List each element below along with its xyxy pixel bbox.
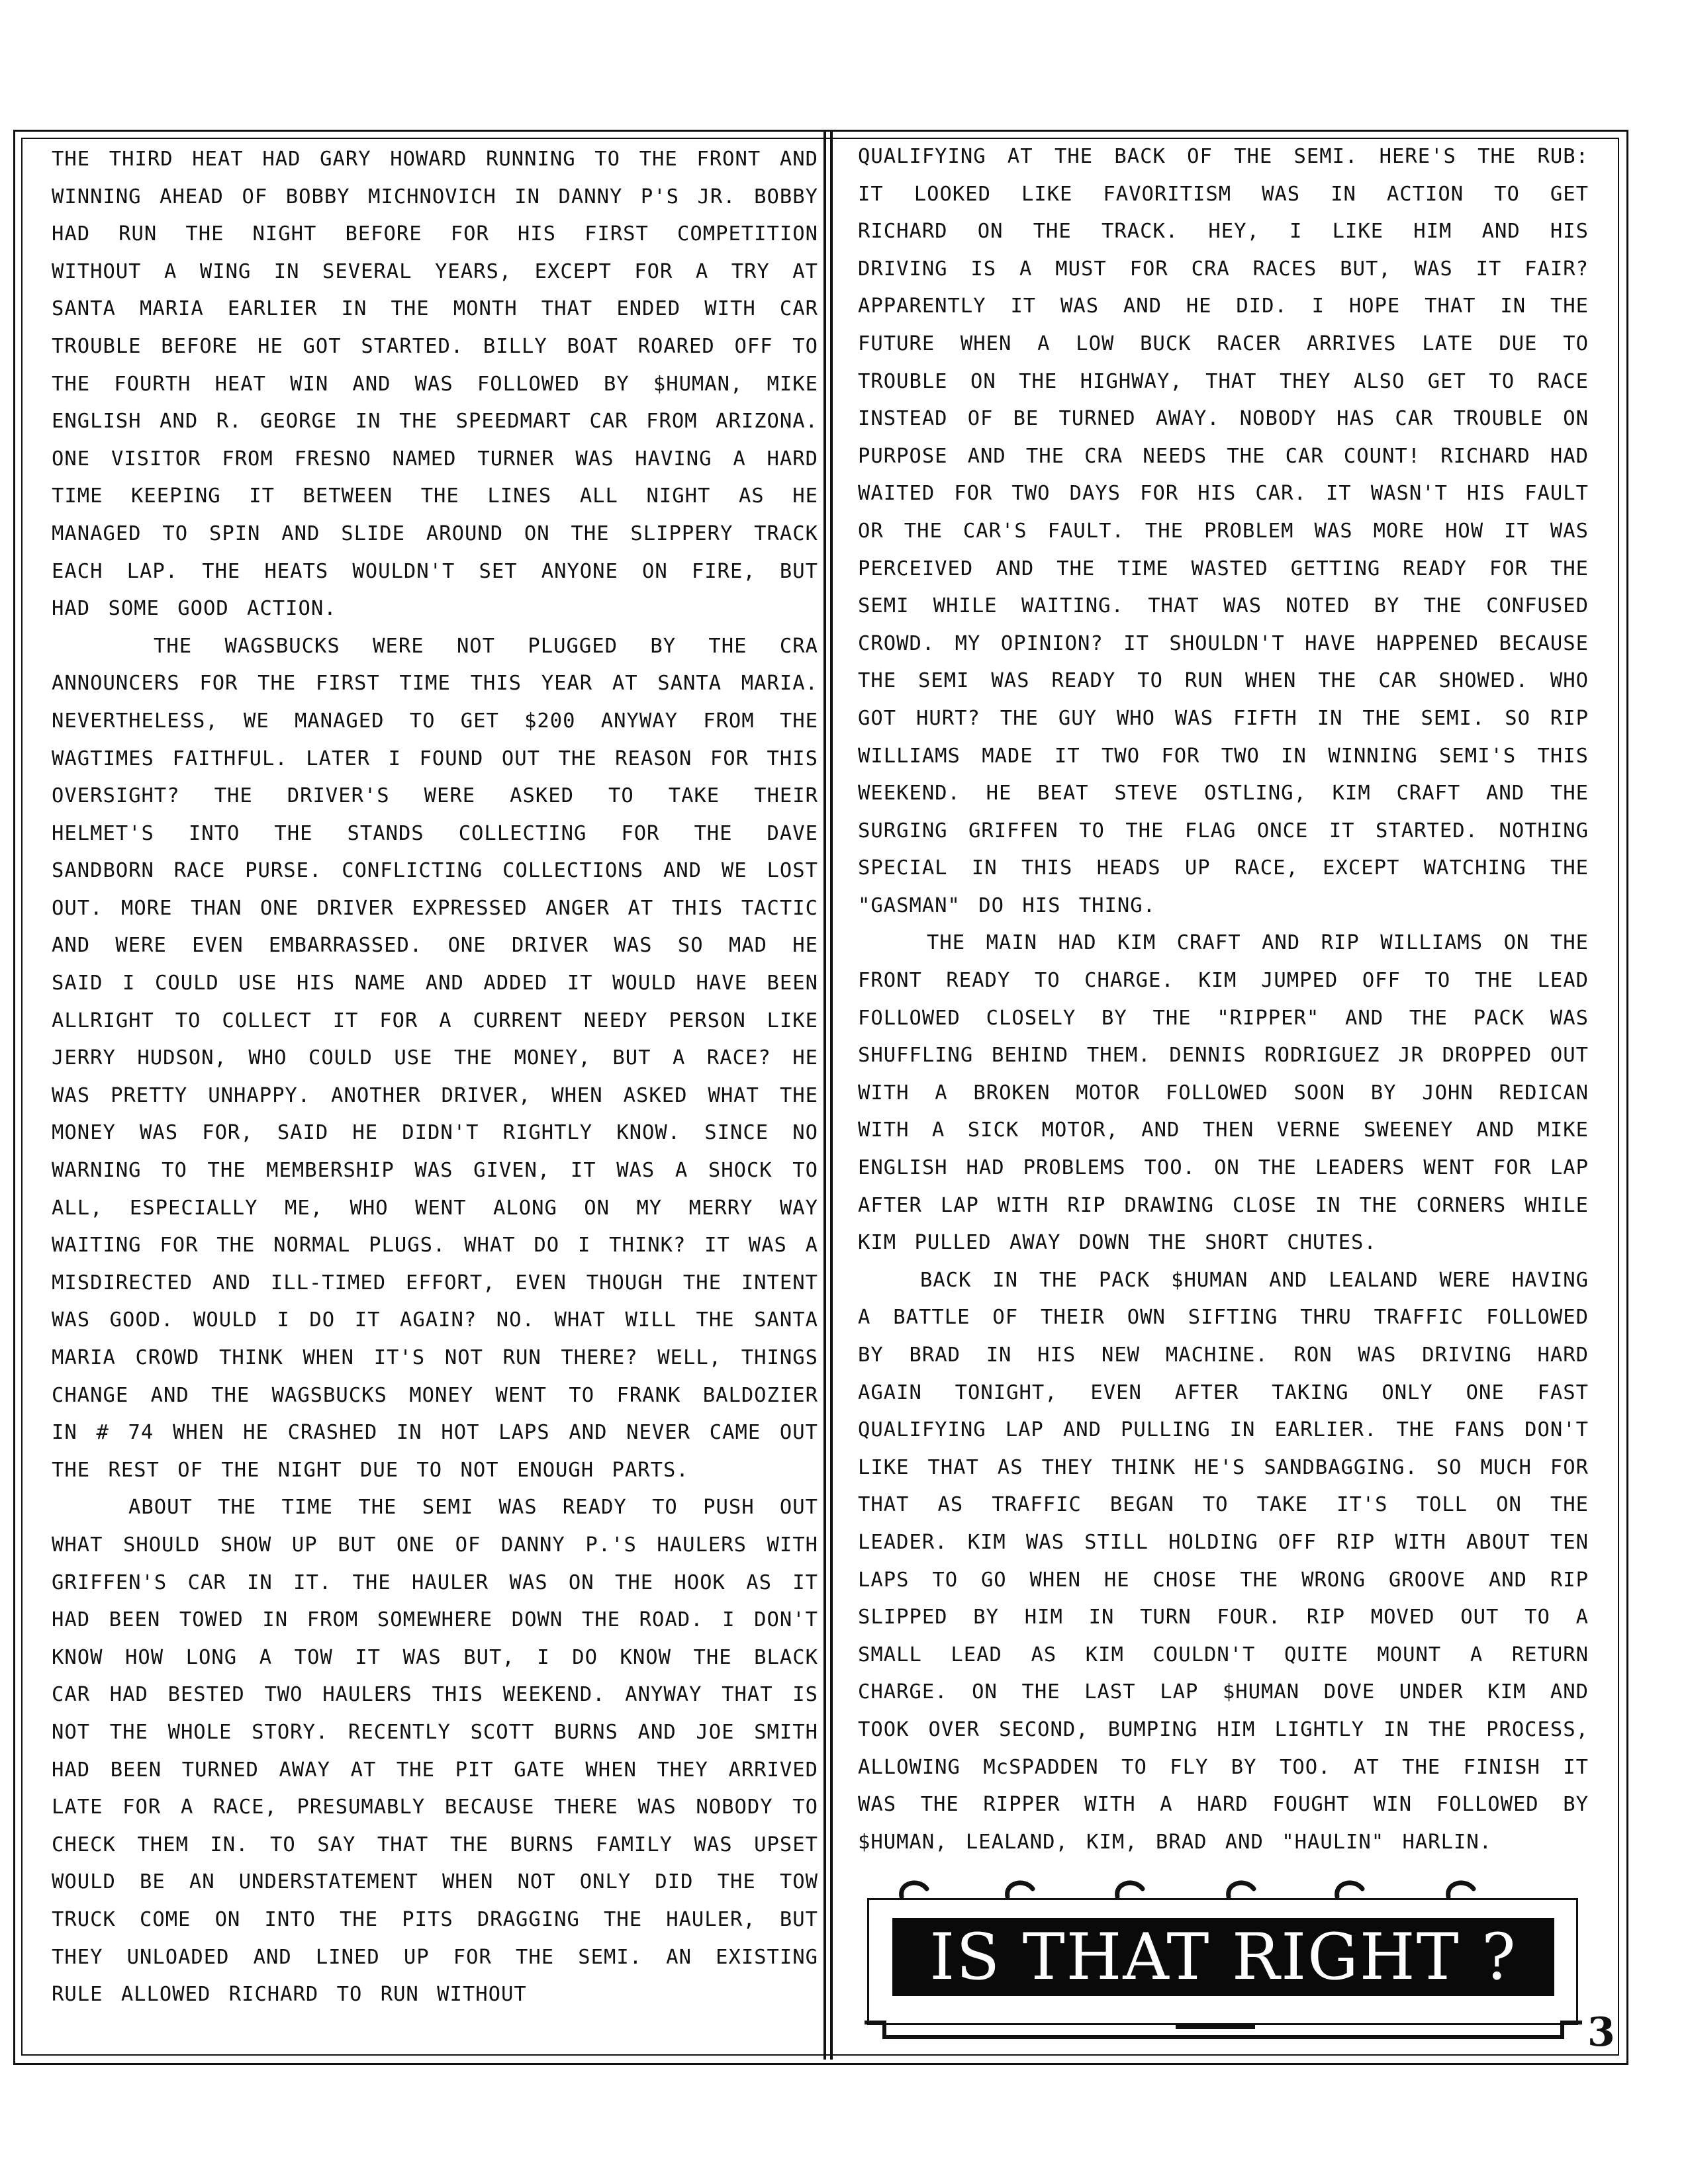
right-column (858, 138, 1589, 1861)
article-paragraph: THE MAIN HAD KIM CRAFT AND RIP WILLIAMS ON THE FRONT READY TO CHARGE. KIM JUMPED OFF TO THE LEAD FOLLOWED CLOSELY BY THE "RIPPER" AND THE PACK WAS SHUFFLING BEHIND THEM. DENNIS RODRIGUEZ JR DROPPED OUT WITH A BROKEN MOTOR FOLLOWED SOON BY JOHN REDICAN WITH A SICK MOTOR, AND THEN VERNE SWEENEY AND MIKE ENGLISH HAD PROBLEMS TOO. ON THE LEADERS WENT FOR LAP AFTER LAP WITH RIP DRAWING CLOSE IN THE CORNERS WHILE KIM PULLED AWAY DOWN THE SHORT CHUTES. (858, 931, 1589, 1255)
article-paragraph: QUALIFYING AT THE BACK OF THE SEMI. HERE'S THE RUB: IT LOOKED LIKE FAVORITISM WAS IN ACTION TO GET RICHARD ON THE TRACK. HEY, I LIKE HIM AND HIS DRIVING IS A MUST FOR CRA RACES BUT, WAS IT FAIR? APPARENTLY IT WAS AND HE DID. I HOPE THAT IN THE FUTURE WHEN A LOW BUCK RACER ARRIVES LATE DUE TO TROUBLE ON THE HIGHWAY, THAT THEY ALSO GET TO RACE INSTEAD OF BE TURNED AWAY. NOBODY HAS CAR TROUBLE ON PURPOSE AND THE CRA NEEDS THE CAR COUNT! RICHARD HAD WAITED FOR TWO DAYS FOR HIS CAR. IT WASN'T HIS FAULT OR THE CAR'S FAULT. THE PROBLEM WAS MORE HOW IT WAS PERCEIVED AND THE TIME WASTED GETTING READY FOR THE SEMI WHILE WAITING. THAT WAS NOTED BY THE CONFUSED CROWD. MY OPINION? IT SHOULDN'T HAVE HAPPENED BECAUSE THE SEMI WAS READY TO RUN WHEN THE CAR SHOWED. WHO GOT HURT? THE GUY WHO WAS FIFTH IN THE SEMI. SO RIP WILLIAMS MADE IT TWO FOR TWO IN WINNING SEMI'S THIS WEEKEND. HE BEAT STEVE OSTLING, KIM CRAFT AND THE SURGING GRIFFEN TO THE FLAG ONCE IT STARTED. NOTHING SPECIAL IN THIS HEADS UP RACE, EXCEPT WATCHING THE "GASMAN" DO HIS THING. (858, 145, 1589, 917)
left-column (52, 141, 818, 2014)
article-paragraph: THE THIRD HEAT HAD GARY HOWARD RUNNING TO THE FRONT AND WINNING AHEAD OF BOBBY MICHNOVICH IN DANNY P'S JR. BOBBY HAD RUN THE NIGHT BEFORE FOR HIS FIRST COMPETITION WITHOUT A WING IN SEVERAL YEARS, EXCEPT FOR A TRY AT SANTA MARIA EARLIER IN THE MONTH THAT ENDED WITH CAR TROUBLE BEFORE HE GOT STARTED. BILLY BOAT ROARED OFF TO THE FOURTH HEAT WIN AND WAS FOLLOWED BY $HUMAN, MIKE ENGLISH AND R. GEORGE IN THE SPEEDMART CAR FROM ARIZONA. ONE VISITOR FROM FRESNO NAMED TURNER WAS HAVING A HARD TIME KEEPING IT BETWEEN THE LINES ALL NIGHT AS HE MANAGED TO SPIN AND SLIDE AROUND ON THE SLIPPERY TRACK EACH LAP. THE HEATS WOULDN'T SET ANYONE ON FIRE, BUT HAD SOME GOOD ACTION. (52, 148, 818, 621)
column-divider-left (823, 131, 826, 2060)
is-that-right-banner (858, 1866, 1589, 2044)
page-number: 3 (1587, 2009, 1615, 2056)
article-paragraph: THE WAGSBUCKS WERE NOT PLUGGED BY THE CRA ANNOUNCERS FOR THE FIRST TIME THIS YEAR AT SANTA MARIA. NEVERTHELESS, WE MANAGED TO GET $200 ANYWAY FROM THE WAGTIMES FAITHFUL. LATER I FOUND OUT THE REASON FOR THIS OVERSIGHT? THE DRIVER'S WERE ASKED TO TAKE THEIR HELMET'S INTO THE STANDS COLLECTING FOR THE DAVE SANDBORN RACE PURSE. CONFLICTING COLLECTIONS AND WE LOST OUT. MORE THAN ONE DRIVER EXPRESSED ANGER AT THIS TACTIC AND WERE EVEN EMBARRASSED. ONE DRIVER WAS SO MAD HE SAID I COULD USE HIS NAME AND ADDED IT WOULD HAVE BEEN ALLRIGHT TO COLLECT IT FOR A CURRENT NEEDY PERSON LIKE JERRY HUDSON, WHO COULD USE THE MONEY, BUT A RACE? HE WAS PRETTY UNHAPPY. ANOTHER DRIVER, WHEN ASKED WHAT THE MONEY WAS FOR, SAID HE DIDN'T RIGHTLY KNOW. SINCE NO WARNING TO THE MEMBERSHIP WAS GIVEN, IT WAS A SHOCK TO ALL, ESPECIALLY ME, WHO WENT ALONG ON MY MERRY WAY WAITING FOR THE NORMAL PLUGS. WHAT DO I THINK? IT WAS A MISDIRECTED AND ILL-TIMED EFFORT, EVEN THOUGH THE INTENT WAS GOOD. WOULD I DO IT AGAIN? NO. WHAT WILL THE SANTA MARIA CROWD THINK WHEN IT'S NOT RUN THERE? WELL, THINGS CHANGE AND THE WAGSBUCKS MONEY WENT TO FRANK BALDOZIER IN # 74 WHEN HE CRASHED IN HOT LAPS AND NEVER CAME OUT THE REST OF THE NIGHT DUE TO NOT ENOUGH PARTS. (52, 634, 818, 1482)
article-paragraph: BACK IN THE PACK $HUMAN AND LEALAND WERE HAVING A BATTLE OF THEIR OWN SIFTING THRU TRAFFIC FOLLOWED BY BRAD IN HIS NEW MACHINE. RON WAS DRIVING HARD AGAIN TONIGHT, EVEN AFTER TAKING ONLY ONE FAST QUALIFYING LAP AND PULLING IN EARLIER. THE FANS DON'T LIKE THAT AS THEY THINK HE'S SANDBAGGING. SO MUCH FOR THAT AS TRAFFIC BEGAN TO TAKE IT'S TOLL ON THE LEADER. KIM WAS STILL HOLDING OFF RIP WITH ABOUT TEN LAPS TO GO WHEN HE CHOSE THE WRONG GROOVE AND RIP SLIPPED BY HIM IN TURN FOUR. RIP MOVED OUT TO A SMALL LEAD AS KIM COULDN'T QUITE MOUNT A RETURN CHARGE. ON THE LAST LAP $HUMAN DOVE UNDER KIM AND TOOK OVER SECOND, BUMPING HIM LIGHTLY IN THE PROCESS, ALLOWING McSPADDEN TO FLY BY TOO. AT THE FINISH IT WAS THE RIPPER WITH A HARD FOUGHT WIN FOLLOWED BY $HUMAN, LEALAND, KIM, BRAD AND "HAULIN" HARLIN. (858, 1268, 1589, 1854)
banner-title: IS THAT RIGHT ? (892, 1918, 1554, 1996)
banner-base-ornament (858, 2007, 1589, 2044)
column-divider-right (830, 131, 833, 2060)
article-paragraph: ABOUT THE TIME THE SEMI WAS READY TO PUSH OUT WHAT SHOULD SHOW UP BUT ONE OF DANNY P.'S HAULERS WITH GRIFFEN'S CAR IN IT. THE HAULER WAS ON THE HOOK AS IT HAD BEEN TOWED IN FROM SOMEWHERE DOWN THE ROAD. I DON'T KNOW HOW LONG A TOW IT WAS BUT, I DO KNOW THE BLACK CAR HAD BESTED TWO HAULERS THIS WEEKEND. ANYWAY THAT IS NOT THE WHOLE STORY. RECENTLY SCOTT BURNS AND JOE SMITH HAD BEEN TURNED AWAY AT THE PIT GATE WHEN THEY ARRIVED LATE FOR A RACE, PRESUMABLY BECAUSE THERE WAS NOBODY TO CHECK THEM IN. TO SAY THAT THE BURNS FAMILY WAS UPSET WOULD BE AN UNDERSTATEMENT WHEN NOT ONLY DID THE TOW TRUCK COME ON INTO THE PITS DRAGGING THE HAULER, BUT THEY UNLOADED AND LINED UP FOR THE SEMI. AN EXISTING RULE ALLOWED RICHARD TO RUN WITHOUT (52, 1496, 818, 2007)
